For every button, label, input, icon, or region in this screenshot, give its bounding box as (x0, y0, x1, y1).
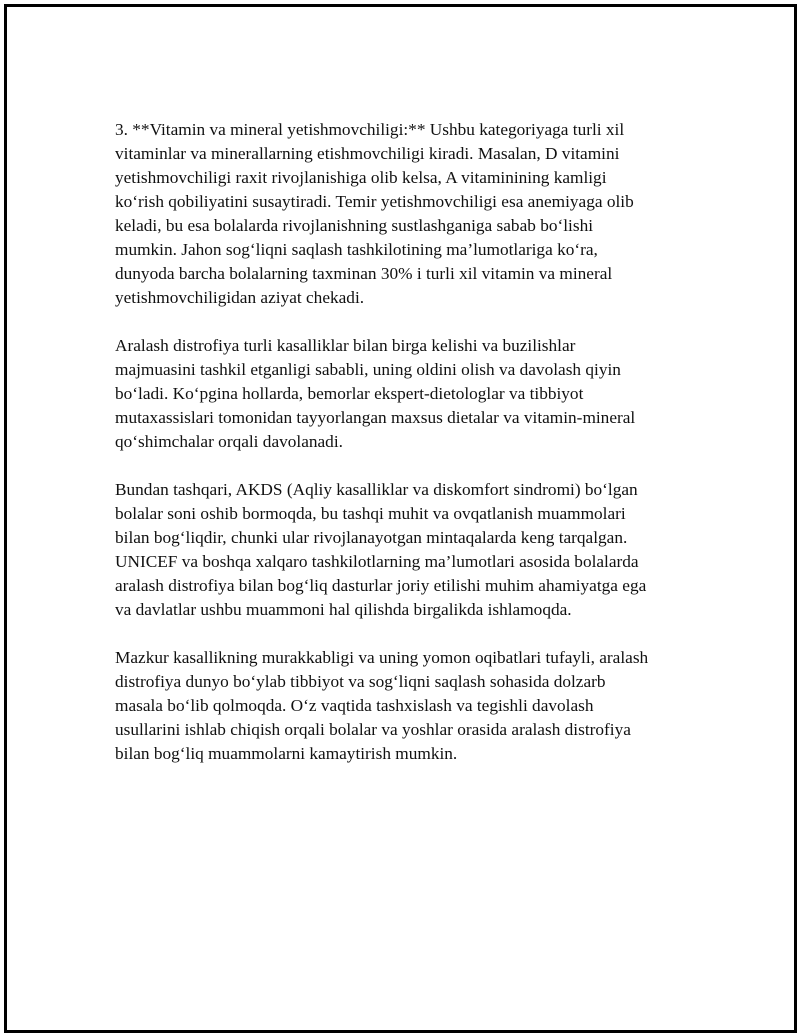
text-line: distrofiya dunyo bo‘ylab tibbiyot va sog‘liqni saqlash sohasida dolzarb (115, 672, 606, 691)
text-line: UNICEF va boshqa xalqaro tashkilotlarning ma’lumotlari asosida bolalarda (115, 552, 639, 571)
text-line: yetishmovchiligi raxit rivojlanishiga olib kelsa, A vitaminining kamligi (115, 168, 607, 187)
paragraph-conclusion (115, 646, 695, 766)
text-line: Aralash distrofiya turli kasalliklar bilan birga kelishi va buzilishlar (115, 336, 576, 355)
text-line: yetishmovchiligidan aziyat chekadi. (115, 288, 365, 307)
text-line: vitaminlar va minerallarning etishmovchiligi kiradi. Masalan, D vitamini (115, 144, 620, 163)
paragraph-vitamin-deficiency (115, 118, 695, 310)
text-line: mumkin. Jahon sog‘liqni saqlash tashkilotining ma’lumotlariga ko‘ra, (115, 240, 598, 259)
text-line: ko‘rish qobiliyatini susaytiradi. Temir yetishmovchiligi esa anemiyaga olib (115, 192, 634, 211)
text-line: qo‘shimchalar orqali davolanadi. (115, 432, 343, 451)
text-line: Bundan tashqari, AKDS (Aqliy kasalliklar va diskomfort sindromi) bo‘lgan (115, 480, 638, 499)
document-body (115, 118, 695, 790)
text-line: masala bo‘lib qolmoqda. O‘z vaqtida tashxislash va tegishli davolash (115, 696, 594, 715)
paragraph-akds (115, 478, 695, 622)
text-line: va davlatlar ushbu muammoni hal qilishda birgalikda ishlamoqda. (115, 600, 572, 619)
text-line: bolalar soni oshib bormoqda, bu tashqi muhit va ovqatlanish muammolari (115, 504, 626, 523)
text-line: bilan bog‘liq muammolarni kamaytirish mumkin. (115, 744, 458, 763)
text-line: bo‘ladi. Ko‘pgina hollarda, bemorlar ekspert-dietologlar va tibbiyot (115, 384, 584, 403)
paragraph-mixed-dystrophy-treatment (115, 334, 695, 454)
text-line: bilan bog‘liqdir, chunki ular rivojlanayotgan mintaqalarda keng tarqalgan. (115, 528, 628, 547)
text-line: usullarini ishlab chiqish orqali bolalar va yoshlar orasida aralash distrofiya (115, 720, 631, 739)
text-line: 3. **Vitamin va mineral yetishmovchiligi:** Ushbu kategoriyaga turli xil (115, 120, 625, 139)
text-line: Mazkur kasallikning murakkabligi va uning yomon oqibatlari tufayli, aralash (115, 648, 649, 667)
text-line: dunyoda barcha bolalarning taxminan 30% i turli xil vitamin va mineral (115, 264, 613, 283)
text-line: mutaxassislari tomonidan tayyorlangan maxsus dietalar va vitamin-mineral (115, 408, 636, 427)
text-line: aralash distrofiya bilan bog‘liq dasturlar joriy etilishi muhim ahamiyatga ega (115, 576, 647, 595)
text-line: majmuasini tashkil etganligi sababli, uning oldini olish va davolash qiyin (115, 360, 621, 379)
text-line: keladi, bu esa bolalarda rivojlanishning sustlashganiga sabab bo‘lishi (115, 216, 594, 235)
